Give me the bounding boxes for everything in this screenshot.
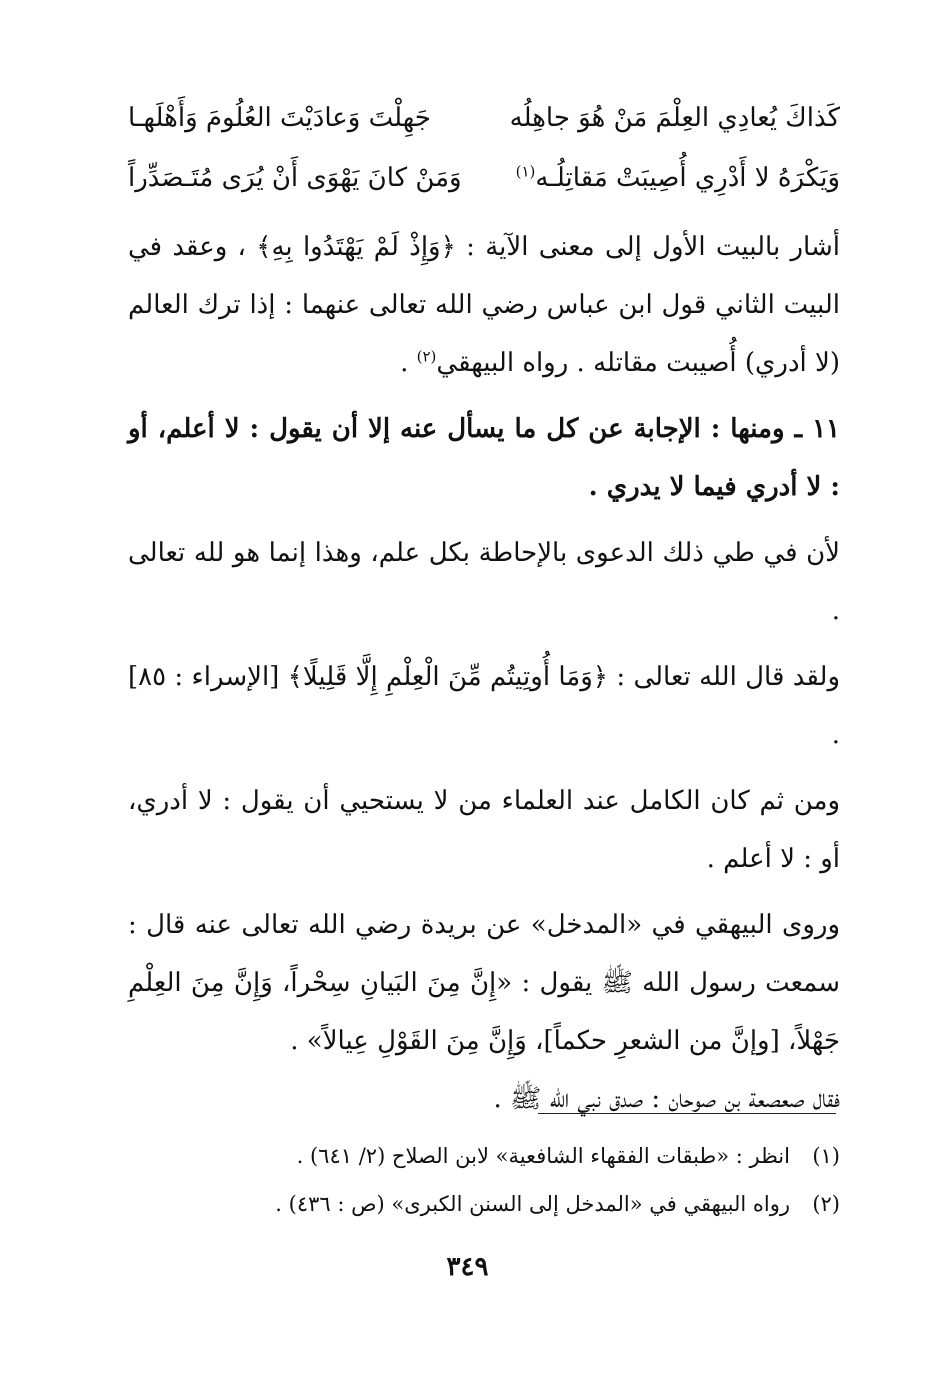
paragraph-saasaa: فقال صعصعة بن صوحان : صدق نبي الله ﷺ . bbox=[493, 1084, 840, 1114]
verse-2-first-hemistich bbox=[516, 148, 840, 208]
paragraph-scholars: ومن ثم كان الكامل عند العلماء من لا يستحيي أن يقول : لا أدري، أو : لا أعلم . bbox=[128, 786, 840, 874]
paragraph-quran-quote: ولقد قال الله تعالى : ﴿وَمَا أُوتِيتُم مِّنَ الْعِلْمِ إِلَّا قَلِيلًا﴾ [الإسراء : ٨٥] . bbox=[128, 662, 840, 750]
footnote-divider bbox=[538, 1113, 836, 1114]
footnote-2-text: رواه البيهقي في «المدخل إلى السنن الكبرى» (ص : ٤٣٦) . bbox=[275, 1192, 790, 1216]
footnote-1 bbox=[128, 1132, 840, 1180]
footnote-2-number: (٢) bbox=[812, 1192, 840, 1216]
section-heading-11: ١١ ـ ومنها : الإجابة عن كل ما يسأل عنه إلا أن يقول : لا أعلم، أو : لا أدري فيما لا يدري . bbox=[128, 414, 840, 502]
verse-2-second-text: وَيَكْرَهُ لا أَدْرِي أُصِيبَتْ مَقاتِلُـه bbox=[535, 163, 840, 193]
footnote-ref-2: (٢) bbox=[416, 347, 437, 366]
paragraph-hadith: وروى البيهقي في «المدخل» عن بريدة رضي الله تعالى عنه قال : سمعت رسول الله ﷺ يقول : «إِنَّ مِنَ البَيانِ سِحْراً، وَإِنَّ مِنَ العِلْمِ جَهْلاً، [وإنَّ من الشعرِ حكماً]، وَإِنَّ مِنَ القَوْلِ عِيالاً» . bbox=[128, 910, 840, 1056]
paragraph-commentary bbox=[128, 218, 840, 392]
page-number: ٣٤٩ bbox=[446, 1252, 489, 1282]
footnote-2 bbox=[128, 1180, 840, 1228]
footnote-ref-1: (١) bbox=[515, 162, 536, 181]
footnote-1-number: (١) bbox=[812, 1144, 840, 1168]
verse-1-first-hemistich: كَذاكَ يُعادِي العِلْمَ مَنْ هُوَ جاهِلُه bbox=[509, 103, 840, 133]
verse-2-second-hemistich: وَمَنْ كانَ يَهْوَى أَنْ يُرَى مُتَـصَدِّراً bbox=[128, 163, 462, 193]
commentary-text: أشار بالبيت الأول إلى معنى الآية : ﴿وَإِذْ لَمْ يَهْتَدُوا بِهِ﴾ ، وعقد في البيت الثاني قول ابن عباس رضي الله تعالى عنهما : إذا ترك العالم (لا أدري) أُصيبت مقاتله . رواه البيهقي bbox=[128, 232, 840, 378]
footnotes bbox=[128, 1132, 840, 1228]
paragraph-reason: لأن في طي ذلك الدعوى بالإحاطة بكل علم، وهذا إنما هو لله تعالى . bbox=[128, 538, 840, 626]
footnote-1-text: انظر : «طبقات الفقهاء الشافعية» لابن الصلاح (٢/ ٦٤١) . bbox=[296, 1144, 790, 1168]
verse-1-second-hemistich: جَهِلْتَ وَعادَيْتَ العُلُومَ وَأَهْلَهـا bbox=[128, 103, 431, 133]
verse-line-2 bbox=[128, 148, 840, 208]
page-body bbox=[128, 88, 840, 1128]
verse-line-1 bbox=[128, 88, 840, 148]
commentary-end: . bbox=[400, 348, 417, 378]
